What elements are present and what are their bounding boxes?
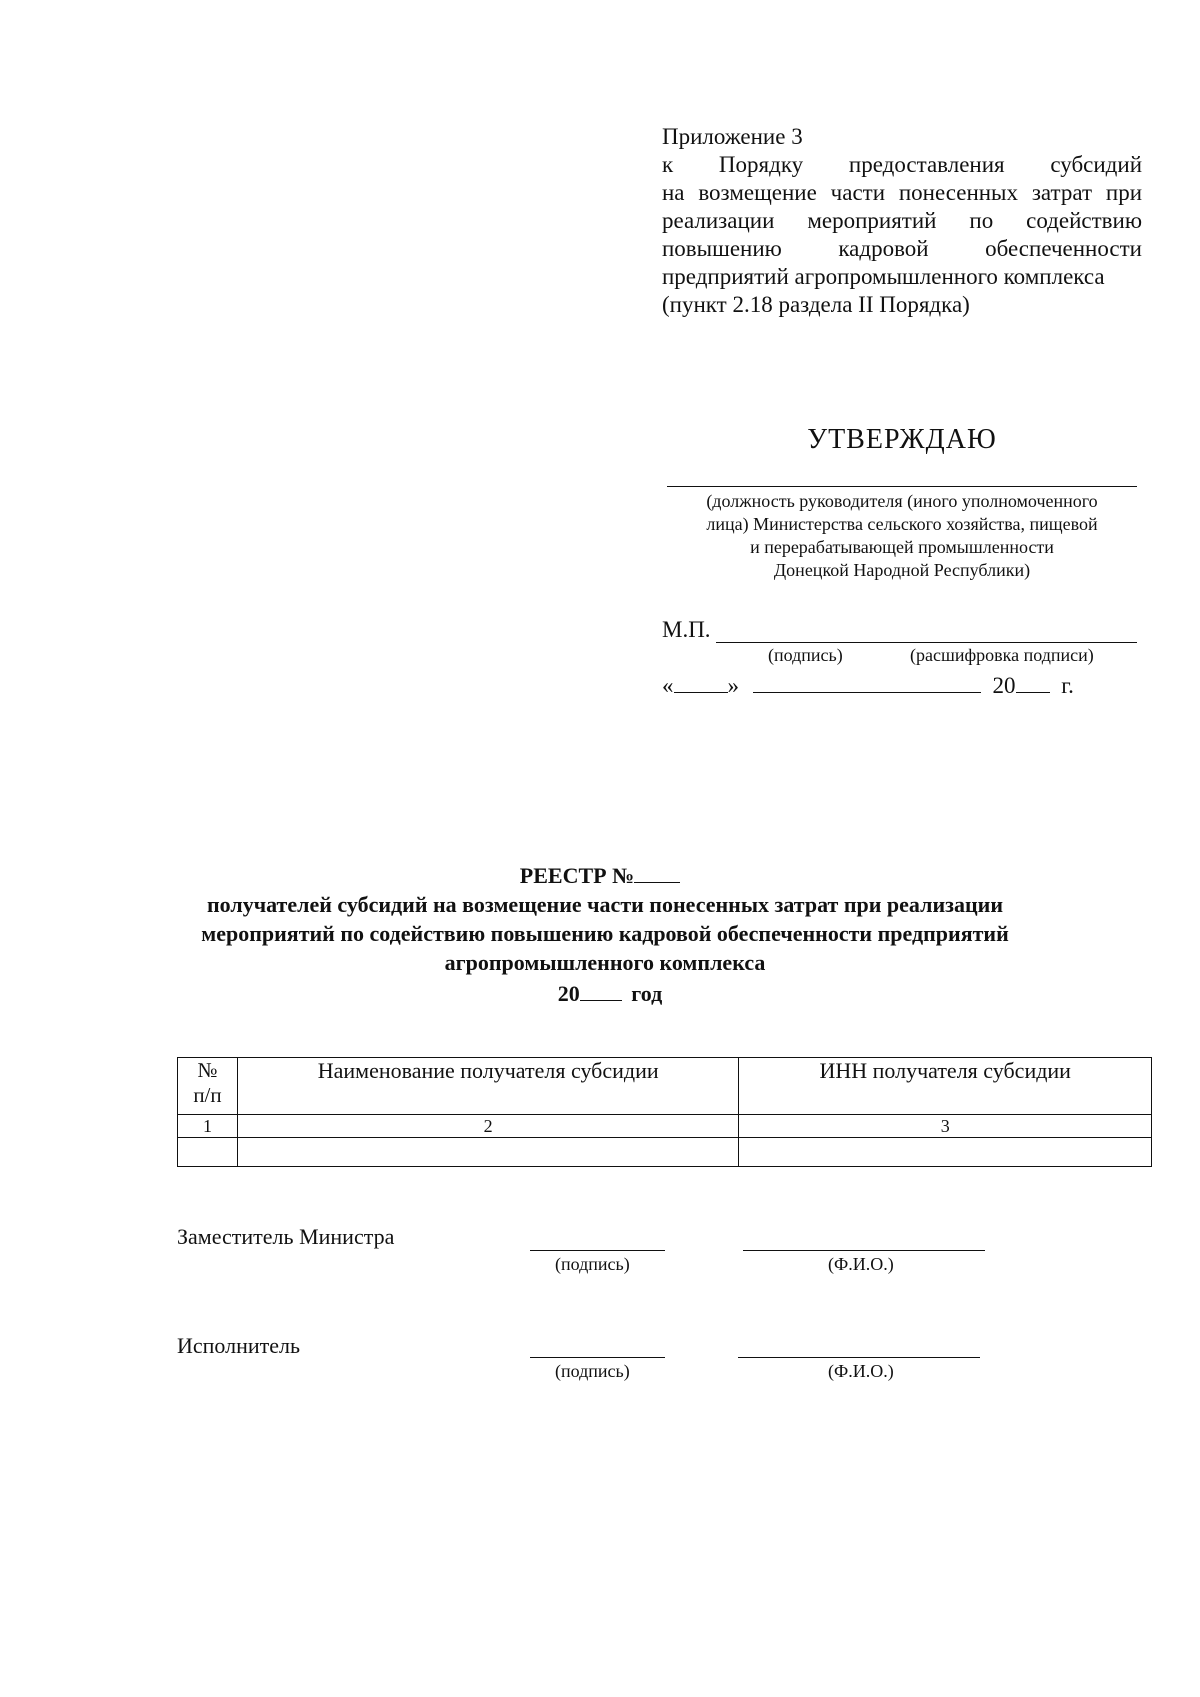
deputy-signature-caption: (подпись) <box>555 1254 630 1274</box>
table-header-row <box>178 1058 1152 1115</box>
appendix-title: Приложение 3 <box>662 124 803 149</box>
signature-caption: (подпись) <box>768 645 843 665</box>
table-row <box>178 1138 1152 1167</box>
table-cell <box>178 1138 238 1167</box>
registry-year <box>500 978 720 1007</box>
column-header-number: № п/п <box>178 1058 238 1115</box>
signature-decoding-caption: (расшифровка подписи) <box>910 645 1094 665</box>
position-note-line: Донецкой Народной Республики) <box>773 560 1031 580</box>
day-blank <box>674 672 728 693</box>
registry-subtitle-line: получателей субсидий на возмещение части понесенных затрат при реализации <box>206 892 1004 917</box>
approval-signature-line <box>716 642 1137 643</box>
executor-label: Исполнитель <box>177 1333 301 1358</box>
registry-subtitle-line: мероприятий по содействию повышению кадровой обеспеченности предприятий <box>201 921 1009 946</box>
table-cell <box>237 1138 738 1167</box>
registry-title: РЕЕСТР № <box>519 863 635 888</box>
deputy-name-line <box>743 1250 985 1251</box>
position-note-line: (должность руководителя (иного уполномоченного <box>706 491 1098 511</box>
appendix-line: к Порядку предоставления субсидий <box>662 152 1142 177</box>
year-blank <box>1016 672 1050 693</box>
column-header-inn: ИНН получателя субсидии <box>739 1058 1152 1115</box>
date-year-suffix: г. <box>1061 673 1074 698</box>
appendix-line: на возмещение части понесенных затрат при <box>662 180 1142 205</box>
registry-subtitle-line: агропромышленного комплекса <box>444 950 766 975</box>
appendix-line: реализации мероприятий по содействию <box>662 208 1142 233</box>
month-blank <box>753 672 981 693</box>
position-signature-line <box>667 486 1137 487</box>
appendix-line: предприятий агропромышленного комплекса <box>662 264 1105 289</box>
column-header-recipient-name: Наименование получателя субсидии <box>237 1058 738 1115</box>
registry-table <box>177 1057 1152 1167</box>
table-cell <box>739 1138 1152 1167</box>
registry-heading <box>200 860 1000 890</box>
date-open-quote: « <box>662 673 674 698</box>
date-close-quote: » <box>727 673 739 698</box>
registry-year-suffix: год <box>631 981 663 1006</box>
column-number: 1 <box>178 1115 238 1138</box>
registry-year-blank <box>580 978 622 1001</box>
executor-name-caption: (Ф.И.О.) <box>828 1361 894 1381</box>
appendix-line: повышению кадровой обеспеченности <box>662 236 1142 261</box>
registry-year-prefix: 20 <box>557 981 580 1006</box>
table-column-numbers-row <box>178 1115 1152 1138</box>
executor-signature-caption: (подпись) <box>555 1361 630 1381</box>
position-note-line: лица) Министерства сельского хозяйства, пищевой <box>706 514 1098 534</box>
deputy-minister-label: Заместитель Министра <box>177 1224 395 1249</box>
appendix-block <box>662 123 1142 319</box>
appendix-line: (пункт 2.18 раздела II Порядка) <box>662 292 970 317</box>
deputy-name-caption: (Ф.И.О.) <box>828 1254 894 1274</box>
date-century: 20 <box>992 673 1016 698</box>
stamp-label: М.П. <box>662 617 711 642</box>
column-number: 3 <box>739 1115 1152 1138</box>
executor-name-line <box>738 1357 980 1358</box>
column-number: 2 <box>237 1115 738 1138</box>
registry-number-blank <box>634 860 680 883</box>
position-note <box>667 490 1137 582</box>
position-note-line: и перерабатывающей промышленности <box>750 537 1054 557</box>
approval-title: УТВЕРЖДАЮ <box>807 424 997 455</box>
registry-subtitle <box>170 890 1040 977</box>
approval-date <box>662 672 1074 699</box>
deputy-signature-line <box>530 1250 665 1251</box>
executor-signature-line <box>530 1357 665 1358</box>
